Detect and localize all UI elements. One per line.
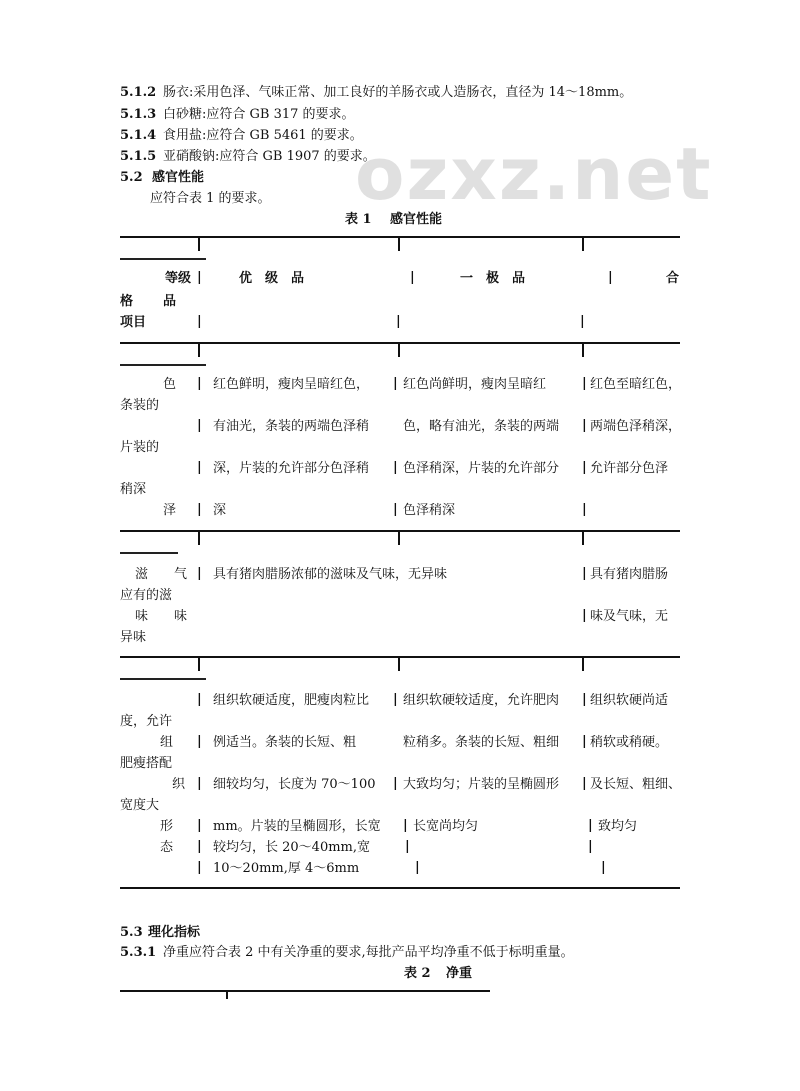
row-label: 组: [160, 735, 174, 750]
column-separator: |: [582, 566, 587, 581]
table-top-rule: [120, 236, 680, 238]
section-number: 5.3: [120, 925, 143, 940]
column-separator: |: [582, 692, 587, 707]
column-separator: |: [393, 776, 398, 791]
section-number: 5.1.4: [120, 128, 157, 143]
column-separator: |: [197, 839, 202, 854]
header-he: 合: [666, 271, 680, 286]
column-separator: |: [588, 818, 593, 833]
cell-text: 较均匀，长 20～40mm,宽: [213, 840, 371, 855]
cell-text: 红色鲜明，瘦肉呈暗红色，: [213, 377, 370, 392]
cell-text: 细较均匀，长度为 70～100: [213, 777, 376, 792]
row-label: 形: [160, 819, 174, 834]
column-tick: [198, 237, 200, 251]
watermark: ozxz.net: [355, 132, 713, 216]
cell-text: 色泽稍深，片装的允许部分: [403, 461, 560, 476]
column-separator: |: [415, 860, 420, 875]
table-bottom-rule: [120, 887, 680, 889]
table-caption-title: 净重: [446, 966, 473, 981]
column-separator: |: [396, 314, 401, 329]
row-label: 泽: [163, 503, 177, 518]
column-tick: [398, 237, 400, 251]
section-number: 5.2: [120, 170, 143, 185]
cell-text: 稍软或稍硬。: [590, 735, 669, 750]
column-separator: |: [393, 692, 398, 707]
column-separator: |: [197, 818, 202, 833]
cell-text: 致均匀: [598, 819, 638, 834]
table-caption-title: 感官性能: [390, 212, 443, 227]
header-xiangmu: 项目: [120, 315, 147, 330]
row-label: 滋 气: [135, 567, 188, 582]
cell-text: 深，片装的允许部分色泽稍: [213, 461, 370, 476]
column-separator: |: [580, 314, 585, 329]
row-rule: [120, 258, 206, 260]
column-tick: [582, 237, 584, 251]
column-tick: [398, 343, 400, 357]
column-separator: |: [197, 314, 202, 329]
cell-text: 10～20mm,厚 4～6mm: [213, 861, 360, 876]
header-dengji: 等级: [165, 271, 192, 286]
column-tick: [582, 343, 584, 357]
row-label: 度，允许: [120, 714, 173, 729]
cell-text: 红色尚鲜明，瘦肉呈暗红: [403, 377, 547, 392]
table-rule: [120, 656, 680, 658]
column-separator: |: [582, 608, 587, 623]
cell-text: 组织软硬适度，肥瘦肉粒比: [213, 693, 370, 708]
section-number: 5.1.2: [120, 85, 157, 100]
section-heading: 理化指标: [148, 925, 201, 940]
column-tick: [198, 343, 200, 357]
row-label: 稍深: [120, 482, 147, 497]
section-heading: 感官性能: [152, 170, 205, 185]
cell-text: 色，略有油光，条装的两端: [403, 419, 560, 434]
cell-text: 红色至暗红色，: [590, 377, 682, 392]
column-tick: [398, 657, 400, 671]
row-label: 织: [172, 777, 186, 792]
table-2-top-rule: [120, 990, 490, 992]
column-tick: [198, 657, 200, 671]
column-separator: |: [197, 376, 202, 391]
column-separator: |: [405, 839, 410, 854]
column-separator: |: [588, 839, 593, 854]
section-text: 净重应符合表 2 中有关净重的要求,每批产品平均净重不低于标明重量。: [163, 945, 574, 960]
column-separator: |: [403, 818, 408, 833]
column-separator: |: [197, 270, 202, 285]
row-label: 宽度大: [120, 798, 160, 813]
header-youji: 优 级 品: [239, 271, 305, 286]
column-separator: |: [197, 460, 202, 475]
cell-text: 两端色泽稍深，: [590, 419, 682, 434]
column-separator: |: [393, 376, 398, 391]
cell-text: 深: [213, 503, 227, 518]
column-separator: |: [197, 418, 202, 433]
column-tick: [198, 531, 200, 545]
column-separator: |: [197, 692, 202, 707]
column-tick: [582, 657, 584, 671]
column-separator: |: [197, 860, 202, 875]
column-separator: |: [582, 502, 587, 517]
column-separator: |: [393, 502, 398, 517]
cell-text: 色泽稍深: [403, 503, 456, 518]
paragraph: 应符合表 1 的要求。: [150, 191, 271, 206]
table-caption-number: 表 1: [345, 212, 372, 227]
cell-text: 允许部分色泽: [590, 461, 669, 476]
cell-text: 有油光，条装的两端色泽稍: [213, 419, 370, 434]
cell-text: 组织软硬尚适: [590, 693, 669, 708]
row-label: 味 味: [135, 609, 188, 624]
column-separator: |: [608, 270, 613, 285]
cell-text: 具有猪肉腊肠: [590, 567, 669, 582]
section-text: 肠衣:采用色泽、气味正常、加工良好的羊肠衣或人造肠衣，直径为 14～18mm。: [163, 85, 633, 100]
cell-text: 大致均匀；片装的呈椭圆形: [403, 777, 560, 792]
column-separator: |: [582, 376, 587, 391]
cell-text: 组织软硬较适度，允许肥肉: [403, 693, 560, 708]
cell-text: 及长短、粗细、: [590, 777, 682, 792]
row-label: 肥瘦搭配: [120, 756, 173, 771]
section-text: 亚硝酸钠:应符合 GB 1907 的要求。: [163, 149, 376, 164]
column-tick: [226, 991, 228, 999]
row-label: 片装的: [120, 440, 160, 455]
cell-text: 长宽尚均匀: [413, 819, 479, 834]
column-separator: |: [197, 502, 202, 517]
row-label: 色: [163, 377, 177, 392]
section-number: 5.3.1: [120, 945, 157, 960]
cell-text: 例适当。条装的长短、粗: [213, 735, 357, 750]
row-rule: [120, 364, 206, 366]
column-separator: |: [197, 776, 202, 791]
column-separator: |: [582, 460, 587, 475]
cell-text: 味及气味，无: [590, 609, 669, 624]
header-pin: 品: [163, 294, 177, 309]
column-separator: |: [582, 776, 587, 791]
cell-text: 具有猪肉腊肠浓郁的滋味及气味，无异味: [213, 567, 448, 582]
header-yiji: 一 极 品: [460, 271, 526, 286]
section-text: 白砂糖:应符合 GB 317 的要求。: [163, 107, 355, 122]
column-separator: |: [393, 460, 398, 475]
section-number: 5.1.3: [120, 107, 157, 122]
row-label: 异味: [120, 630, 147, 645]
row-rule: [120, 552, 178, 554]
column-tick: [398, 531, 400, 545]
table-rule: [120, 530, 680, 532]
column-separator: |: [197, 734, 202, 749]
column-separator: |: [601, 860, 606, 875]
column-tick: [582, 531, 584, 545]
row-rule: [120, 678, 206, 680]
column-separator: |: [582, 418, 587, 433]
row-label: 态: [160, 840, 174, 855]
table-caption-number: 表 2: [404, 966, 431, 981]
section-text: 食用盐:应符合 GB 5461 的要求。: [163, 128, 363, 143]
column-separator: |: [410, 270, 415, 285]
header-ge: 格: [120, 294, 134, 309]
cell-text: mm。片装的呈椭圆形，长宽: [213, 819, 381, 834]
column-separator: |: [582, 734, 587, 749]
table-rule: [120, 342, 680, 344]
row-label: 条装的: [120, 398, 160, 413]
section-number: 5.1.5: [120, 149, 157, 164]
column-separator: |: [197, 566, 202, 581]
row-label: 应有的滋: [120, 588, 173, 603]
cell-text: 粒稍多。条装的长短、粗细: [403, 735, 560, 750]
